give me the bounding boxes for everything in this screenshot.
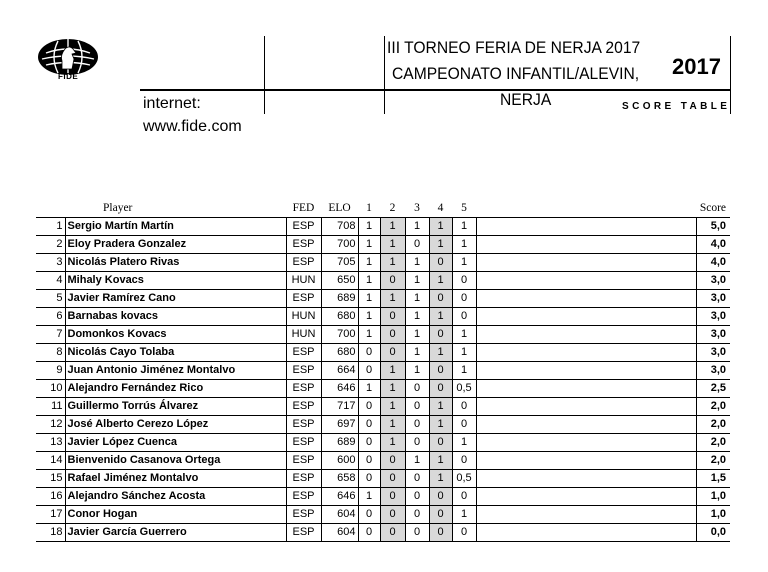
- row-spacer: [476, 452, 696, 470]
- player-score: 5,0: [696, 218, 730, 236]
- table-row: [36, 452, 730, 470]
- player-name: Sergio Martín Martín: [65, 218, 286, 236]
- header-fed: FED: [286, 199, 321, 218]
- player-federation: ESP: [286, 470, 321, 488]
- header-spacer: [476, 199, 696, 218]
- round-5-result: 0: [452, 272, 476, 290]
- player-elo: 700: [321, 326, 358, 344]
- player-elo: 650: [321, 272, 358, 290]
- round-2-result: 0: [380, 308, 405, 326]
- tournament-year: 2017: [672, 54, 721, 79]
- round-5-result: 0: [452, 416, 476, 434]
- round-2-result: 1: [380, 290, 405, 308]
- player-number: 5: [36, 290, 65, 308]
- row-spacer: [476, 506, 696, 524]
- round-5-result: 0: [452, 290, 476, 308]
- round-1-result: 0: [358, 344, 380, 362]
- row-spacer: [476, 254, 696, 272]
- round-1-result: 0: [358, 416, 380, 434]
- row-spacer: [476, 488, 696, 506]
- round-1-result: 0: [358, 452, 380, 470]
- round-3-result: 1: [405, 272, 429, 290]
- round-2-result: 1: [380, 380, 405, 398]
- round-1-result: 1: [358, 488, 380, 506]
- round-2-result: 1: [380, 236, 405, 254]
- player-elo: 680: [321, 308, 358, 326]
- round-4-result: 1: [429, 272, 452, 290]
- round-4-result: 1: [429, 416, 452, 434]
- player-name: José Alberto Cerezo López: [65, 416, 286, 434]
- tournament-title-line2: CAMPEONATO INFANTIL/ALEVIN,: [392, 64, 640, 83]
- row-spacer: [476, 308, 696, 326]
- player-name: Javier López Cuenca: [65, 434, 286, 452]
- row-spacer: [476, 290, 696, 308]
- row-spacer: [476, 524, 696, 542]
- player-score: 3,0: [696, 362, 730, 380]
- round-5-result: 0,5: [452, 470, 476, 488]
- tournament-title-line1: III TORNEO FERIA DE NERJA 2017: [387, 38, 641, 57]
- player-name: Bienvenido Casanova Ortega: [65, 452, 286, 470]
- player-number: 8: [36, 344, 65, 362]
- table-row: [36, 254, 730, 272]
- row-spacer: [476, 380, 696, 398]
- header-divider-left: [264, 36, 265, 114]
- table-row: [36, 218, 730, 236]
- table-row: [36, 236, 730, 254]
- round-2-result: 0: [380, 524, 405, 542]
- player-name: Barnabas kovacs: [65, 308, 286, 326]
- round-3-result: 1: [405, 308, 429, 326]
- round-5-result: 1: [452, 434, 476, 452]
- player-elo: 708: [321, 218, 358, 236]
- round-3-result: 1: [405, 344, 429, 362]
- player-federation: ESP: [286, 524, 321, 542]
- table-row: [36, 362, 730, 380]
- player-score: 3,0: [696, 272, 730, 290]
- header-round-3: 3: [405, 199, 429, 218]
- round-1-result: 1: [358, 326, 380, 344]
- round-1-result: 0: [358, 362, 380, 380]
- player-federation: HUN: [286, 272, 321, 290]
- player-elo: 717: [321, 398, 358, 416]
- row-spacer: [476, 362, 696, 380]
- internet-url: www.fide.com: [143, 118, 242, 135]
- round-3-result: 1: [405, 218, 429, 236]
- round-4-result: 1: [429, 398, 452, 416]
- round-4-result: 0: [429, 380, 452, 398]
- round-5-result: 1: [452, 254, 476, 272]
- round-3-result: 1: [405, 362, 429, 380]
- round-4-result: 0: [429, 326, 452, 344]
- round-2-result: 0: [380, 452, 405, 470]
- round-2-result: 1: [380, 398, 405, 416]
- player-score: 4,0: [696, 236, 730, 254]
- round-4-result: 1: [429, 344, 452, 362]
- round-5-result: 1: [452, 218, 476, 236]
- player-federation: ESP: [286, 218, 321, 236]
- score-table-label: SCORE TABLE: [622, 101, 731, 112]
- round-3-result: 1: [405, 452, 429, 470]
- player-number: 16: [36, 488, 65, 506]
- player-number: 12: [36, 416, 65, 434]
- round-4-result: 1: [429, 470, 452, 488]
- round-3-result: 0: [405, 236, 429, 254]
- player-elo: 664: [321, 362, 358, 380]
- player-name: Mihaly Kovacs: [65, 272, 286, 290]
- player-elo: 604: [321, 506, 358, 524]
- player-number: 7: [36, 326, 65, 344]
- player-name: Javier Ramírez Cano: [65, 290, 286, 308]
- round-1-result: 1: [358, 254, 380, 272]
- round-4-result: 0: [429, 434, 452, 452]
- row-spacer: [476, 218, 696, 236]
- player-federation: ESP: [286, 344, 321, 362]
- round-2-result: 0: [380, 470, 405, 488]
- player-number: 10: [36, 380, 65, 398]
- player-score: 1,5: [696, 470, 730, 488]
- player-number: 14: [36, 452, 65, 470]
- round-1-result: 0: [358, 434, 380, 452]
- player-score: 3,0: [696, 308, 730, 326]
- player-elo: 646: [321, 488, 358, 506]
- round-1-result: 1: [358, 218, 380, 236]
- round-1-result: 1: [358, 380, 380, 398]
- round-2-result: 1: [380, 254, 405, 272]
- player-elo: 689: [321, 434, 358, 452]
- round-5-result: 0: [452, 308, 476, 326]
- round-5-result: 1: [452, 362, 476, 380]
- player-number: 13: [36, 434, 65, 452]
- player-elo: 697: [321, 416, 358, 434]
- round-2-result: 1: [380, 434, 405, 452]
- player-number: 1: [36, 218, 65, 236]
- table-row: [36, 488, 730, 506]
- round-3-result: 0: [405, 488, 429, 506]
- player-number: 6: [36, 308, 65, 326]
- table-row: [36, 308, 730, 326]
- score-table: [36, 199, 730, 542]
- round-5-result: 0: [452, 488, 476, 506]
- row-spacer: [476, 398, 696, 416]
- player-elo: 689: [321, 290, 358, 308]
- player-number: 9: [36, 362, 65, 380]
- player-score: 2,5: [696, 380, 730, 398]
- round-4-result: 0: [429, 506, 452, 524]
- table-row: [36, 470, 730, 488]
- player-elo: 700: [321, 236, 358, 254]
- round-1-result: 1: [358, 272, 380, 290]
- round-5-result: 0: [452, 524, 476, 542]
- round-5-result: 1: [452, 344, 476, 362]
- round-3-result: 0: [405, 416, 429, 434]
- round-2-result: 0: [380, 272, 405, 290]
- player-name: Domonkos Kovacs: [65, 326, 286, 344]
- player-federation: ESP: [286, 488, 321, 506]
- player-elo: 680: [321, 344, 358, 362]
- player-federation: ESP: [286, 398, 321, 416]
- header-player: Player: [65, 199, 286, 218]
- round-4-result: 1: [429, 308, 452, 326]
- player-number: 3: [36, 254, 65, 272]
- round-1-result: 0: [358, 470, 380, 488]
- player-federation: ESP: [286, 362, 321, 380]
- round-4-result: 0: [429, 524, 452, 542]
- round-3-result: 1: [405, 290, 429, 308]
- table-header-row: [36, 199, 730, 218]
- tournament-title-line3: NERJA: [500, 90, 552, 109]
- header-round-2: 2: [380, 199, 405, 218]
- player-name: Javier García Guerrero: [65, 524, 286, 542]
- header-round-5: 5: [452, 199, 476, 218]
- round-1-result: 0: [358, 398, 380, 416]
- round-5-result: 0: [452, 452, 476, 470]
- row-spacer: [476, 434, 696, 452]
- internet-label: internet:: [143, 95, 201, 112]
- round-2-result: 0: [380, 326, 405, 344]
- player-name: Conor Hogan: [65, 506, 286, 524]
- round-3-result: 0: [405, 524, 429, 542]
- round-1-result: 0: [358, 506, 380, 524]
- round-3-result: 0: [405, 398, 429, 416]
- round-2-result: 0: [380, 488, 405, 506]
- round-4-result: 0: [429, 488, 452, 506]
- player-score: 4,0: [696, 254, 730, 272]
- player-federation: ESP: [286, 416, 321, 434]
- player-federation: ESP: [286, 380, 321, 398]
- player-federation: ESP: [286, 254, 321, 272]
- header-rule: [140, 89, 730, 91]
- header-number: [36, 199, 65, 218]
- player-number: 17: [36, 506, 65, 524]
- player-name: Eloy Pradera Gonzalez: [65, 236, 286, 254]
- player-elo: 658: [321, 470, 358, 488]
- player-elo: 646: [321, 380, 358, 398]
- table-row: [36, 344, 730, 362]
- player-score: 3,0: [696, 326, 730, 344]
- round-1-result: 1: [358, 290, 380, 308]
- row-spacer: [476, 416, 696, 434]
- player-name: Nicolás Platero Rivas: [65, 254, 286, 272]
- round-5-result: 0: [452, 398, 476, 416]
- round-4-result: 1: [429, 452, 452, 470]
- fide-logo-text: FIDE: [58, 72, 79, 81]
- round-3-result: 0: [405, 506, 429, 524]
- round-5-result: 0,5: [452, 380, 476, 398]
- round-2-result: 1: [380, 416, 405, 434]
- player-elo: 604: [321, 524, 358, 542]
- player-federation: ESP: [286, 290, 321, 308]
- table-row: [36, 416, 730, 434]
- table-row: [36, 524, 730, 542]
- table-row: [36, 398, 730, 416]
- row-spacer: [476, 326, 696, 344]
- player-elo: 600: [321, 452, 358, 470]
- round-1-result: 1: [358, 236, 380, 254]
- player-name: Guillermo Torrús Álvarez: [65, 398, 286, 416]
- table-row: [36, 272, 730, 290]
- row-spacer: [476, 272, 696, 290]
- round-5-result: 1: [452, 236, 476, 254]
- round-4-result: 1: [429, 236, 452, 254]
- table-row: [36, 380, 730, 398]
- row-spacer: [476, 236, 696, 254]
- player-name: Rafael Jiménez Montalvo: [65, 470, 286, 488]
- round-4-result: 0: [429, 290, 452, 308]
- round-2-result: 0: [380, 344, 405, 362]
- header-score: Score: [696, 199, 730, 218]
- player-federation: HUN: [286, 326, 321, 344]
- player-score: 3,0: [696, 290, 730, 308]
- player-score: 3,0: [696, 344, 730, 362]
- round-1-result: 0: [358, 524, 380, 542]
- player-federation: ESP: [286, 506, 321, 524]
- table-row: [36, 434, 730, 452]
- player-name: Nicolás Cayo Tolaba: [65, 344, 286, 362]
- round-1-result: 1: [358, 308, 380, 326]
- player-number: 15: [36, 470, 65, 488]
- player-score: 2,0: [696, 416, 730, 434]
- player-score: 0,0: [696, 524, 730, 542]
- round-5-result: 1: [452, 506, 476, 524]
- round-3-result: 1: [405, 326, 429, 344]
- player-score: 1,0: [696, 488, 730, 506]
- round-2-result: 1: [380, 362, 405, 380]
- player-elo: 705: [321, 254, 358, 272]
- player-name: Juan Antonio Jiménez Montalvo: [65, 362, 286, 380]
- player-name: Alejandro Sánchez Acosta: [65, 488, 286, 506]
- round-4-result: 0: [429, 254, 452, 272]
- round-4-result: 1: [429, 218, 452, 236]
- table-row: [36, 290, 730, 308]
- player-number: 2: [36, 236, 65, 254]
- player-federation: HUN: [286, 308, 321, 326]
- round-2-result: 0: [380, 506, 405, 524]
- round-4-result: 0: [429, 362, 452, 380]
- table-row: [36, 326, 730, 344]
- player-federation: ESP: [286, 236, 321, 254]
- round-3-result: 0: [405, 380, 429, 398]
- player-score: 2,0: [696, 434, 730, 452]
- player-name: Alejandro Fernández Rico: [65, 380, 286, 398]
- header-round-1: 1: [358, 199, 380, 218]
- header-round-4: 4: [429, 199, 452, 218]
- row-spacer: [476, 470, 696, 488]
- header-divider-right: [384, 36, 385, 114]
- table-body: [36, 218, 730, 542]
- row-spacer: [476, 344, 696, 362]
- header-elo: ELO: [321, 199, 358, 218]
- player-score: 2,0: [696, 452, 730, 470]
- table-row: [36, 506, 730, 524]
- round-3-result: 0: [405, 434, 429, 452]
- player-score: 2,0: [696, 398, 730, 416]
- round-3-result: 1: [405, 254, 429, 272]
- player-federation: ESP: [286, 434, 321, 452]
- player-number: 4: [36, 272, 65, 290]
- round-3-result: 0: [405, 470, 429, 488]
- player-number: 18: [36, 524, 65, 542]
- player-federation: ESP: [286, 452, 321, 470]
- round-2-result: 1: [380, 218, 405, 236]
- player-score: 1,0: [696, 506, 730, 524]
- round-5-result: 1: [452, 326, 476, 344]
- player-number: 11: [36, 398, 65, 416]
